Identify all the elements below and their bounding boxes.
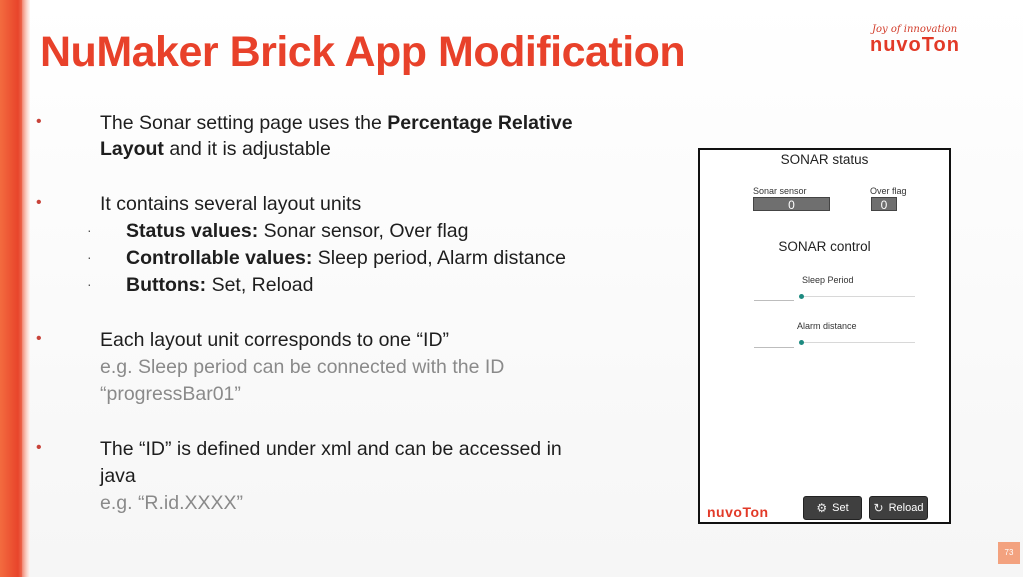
over-flag-value: 0	[871, 197, 897, 211]
slide-title: NuMaker Brick App Modification	[40, 28, 686, 76]
bullet-3-text: Each layout unit corresponds to one “ID”	[100, 329, 450, 351]
save-icon: ⚙	[816, 501, 828, 515]
set-button-label: Set	[832, 502, 849, 514]
sub-label: Status values:	[126, 220, 259, 242]
sonar-control-title: SONAR control	[778, 239, 871, 254]
bullet-marker: •	[36, 330, 42, 347]
sleep-period-field	[754, 300, 794, 301]
reload-button[interactable]	[869, 496, 928, 520]
bullet-1-bold2: Layout	[100, 138, 164, 160]
slider-track	[799, 296, 915, 297]
sub-bullet-marker: ·	[87, 222, 92, 238]
sleep-period-label: Sleep Period	[802, 275, 854, 285]
alarm-distance-slider[interactable]	[799, 336, 915, 352]
set-button[interactable]	[803, 496, 862, 520]
over-flag-label: Over flag	[870, 186, 907, 196]
sonar-status-title: SONAR status	[780, 152, 869, 167]
sub-value: Sonar sensor, Over flag	[258, 220, 469, 242]
bullet-1-bold1: Percentage Relative	[387, 112, 573, 134]
sub-label: Buttons:	[126, 274, 207, 296]
brand-logo	[868, 24, 998, 58]
bullet-marker: •	[36, 194, 42, 211]
sub-value: Sleep period, Alarm distance	[312, 247, 567, 269]
bullet-4-line2: java	[100, 465, 136, 487]
nuvoton-logo: nuvoTon	[707, 504, 769, 520]
bullet-3-note2: “progressBar01”	[100, 383, 241, 405]
app-screenshot	[698, 148, 951, 524]
alarm-distance-label: Alarm distance	[797, 321, 857, 331]
bullet-4-text: The “ID” is defined under xml and can be accessed in	[100, 438, 562, 460]
alarm-distance-field	[754, 347, 794, 348]
slider-track	[799, 342, 915, 343]
brand-tagline: Joy of innovation	[872, 24, 958, 35]
reload-icon: ↻	[873, 501, 884, 515]
sub-bullet-marker: ·	[87, 276, 92, 292]
reload-button-label: Reload	[888, 502, 924, 514]
bullet-1-line1: The Sonar setting page uses the	[100, 112, 388, 134]
sub-label: Controllable values:	[126, 247, 313, 269]
sub-bullet-marker: ·	[87, 249, 92, 265]
sonar-sensor-value: 0	[753, 197, 830, 211]
slider-knob[interactable]	[799, 294, 804, 299]
sonar-sensor-label: Sonar sensor	[753, 186, 807, 196]
brand-name: nuvoTon	[870, 34, 960, 56]
sub-value: Set, Reload	[206, 274, 314, 296]
bullet-1-line2: and it is adjustable	[163, 138, 331, 160]
bullet-1-text	[100, 110, 573, 162]
sub-bullet-buttons	[126, 272, 313, 298]
bullet-marker: •	[36, 439, 42, 456]
bullet-2-text: It contains several layout units	[100, 193, 362, 215]
sub-bullet-controllable	[126, 245, 566, 271]
left-accent-bar	[0, 0, 30, 577]
bullet-4-note1: e.g. “R.id.XXXX”	[100, 492, 244, 514]
bullet-marker: •	[36, 113, 42, 130]
page-number: 73	[998, 542, 1020, 564]
bullet-3-note1: e.g. Sleep period can be connected with the ID	[100, 356, 505, 378]
sub-bullet-status	[126, 218, 469, 244]
slider-knob[interactable]	[799, 340, 804, 345]
sleep-period-slider[interactable]	[799, 290, 915, 306]
